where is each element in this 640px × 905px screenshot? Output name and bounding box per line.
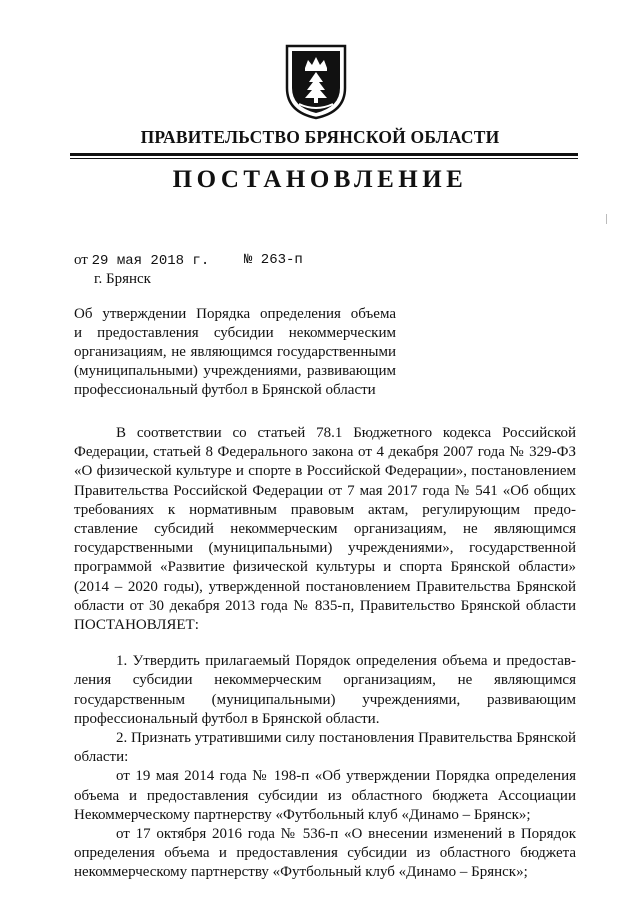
item-1-line: профессиональный футбол в Брянской области. — [74, 710, 380, 727]
subject-line: организациям, не являющимся государственными — [74, 344, 396, 360]
resolution-keyword: ПОСТАНОВЛЯЕТ: — [74, 617, 199, 634]
document-type-title: ПОСТАНОВЛЕНИЕ — [172, 166, 468, 193]
body-line: «О физической культуре и спорте в Российской Федерации», постановлением — [74, 463, 576, 480]
scan-mark — [606, 214, 607, 224]
item-2-line: области: — [74, 749, 129, 766]
subject-line: профессиональный футбол в Брянской области — [74, 382, 376, 398]
body-line: государственными (муниципальными) учреждениями», государственной — [74, 540, 576, 557]
item-1-line: государственным (муниципальными) учреждениями, развивающим — [74, 691, 576, 708]
item-2a-line: Некоммерческому партнерству «Футбольный клуб «Динамо – Брянск»; — [74, 806, 531, 823]
subject-line: и предоставления субсидии некоммерческим — [74, 325, 396, 341]
item-2b-line: от 17 октября 2016 года № 536-п «О внесении изменений в Порядок — [116, 826, 576, 843]
header-rule-thick — [70, 153, 578, 156]
item-1-line: 1. Утвердить прилагаемый Порядок определения объема и предостав- — [116, 653, 576, 670]
body-line: (2014 – 2020 годы), утвержденной постановлением Правительства Брянской — [74, 578, 576, 595]
body-line: программой «Развитие физической культуры и спорта Брянской области» — [74, 559, 576, 576]
body-line: требованиях к нормативным правовым актам, регулирующим предо- — [74, 501, 576, 518]
item-2a-line: объема и предоставления субсидии из областного бюджета Ассоциации — [74, 787, 576, 804]
header-rule-thin — [70, 158, 578, 159]
document-dateline — [74, 252, 303, 269]
item-2-line: 2. Признать утратившими силу постановления Правительства Брянской — [116, 730, 576, 747]
subject-line: (муниципальными) учреждениями, развивающим — [74, 363, 396, 379]
item-1-line: ления субсидии некоммерческим организациям, не являющимся — [74, 672, 576, 689]
body-line: области от 30 декабря 2013 года № 835-п, Правительство Брянской области — [74, 597, 576, 614]
date-prefix: от — [74, 252, 88, 268]
document-body — [74, 424, 576, 883]
body-line: Федерации, статьей 8 Федерального закона от 4 декабря 2007 года № 329-ФЗ — [74, 444, 576, 461]
item-2b-line: некоммерческому партнерству «Футбольный клуб «Динамо – Брянск»; — [74, 864, 528, 881]
body-line: Правительства Российской Федерации от 7 мая 2017 года № 541 «Об общих — [74, 482, 576, 499]
document-subject — [74, 305, 396, 400]
subject-line: Об утверждении Порядка определения объема — [74, 306, 396, 322]
coat-of-arms-icon — [283, 42, 349, 120]
document-date: 29 мая 2018 г. — [91, 253, 210, 269]
organization-title: ПРАВИТЕЛЬСТВО БРЯНСКОЙ ОБЛАСТИ — [140, 127, 500, 147]
document-city: г. Брянск — [94, 271, 151, 287]
body-line: ставление субсидий некоммерческим организациям, не являющимся — [74, 521, 576, 538]
item-2a-line: от 19 мая 2014 года № 198-п «Об утверждении Порядка определения — [116, 768, 576, 785]
document-number: № 263-п — [244, 252, 303, 268]
item-2b-line: определения объема и предоставления субсидии из областного бюджета — [74, 845, 576, 862]
body-line: В соответствии со статьей 78.1 Бюджетного кодекса Российской — [116, 425, 576, 441]
